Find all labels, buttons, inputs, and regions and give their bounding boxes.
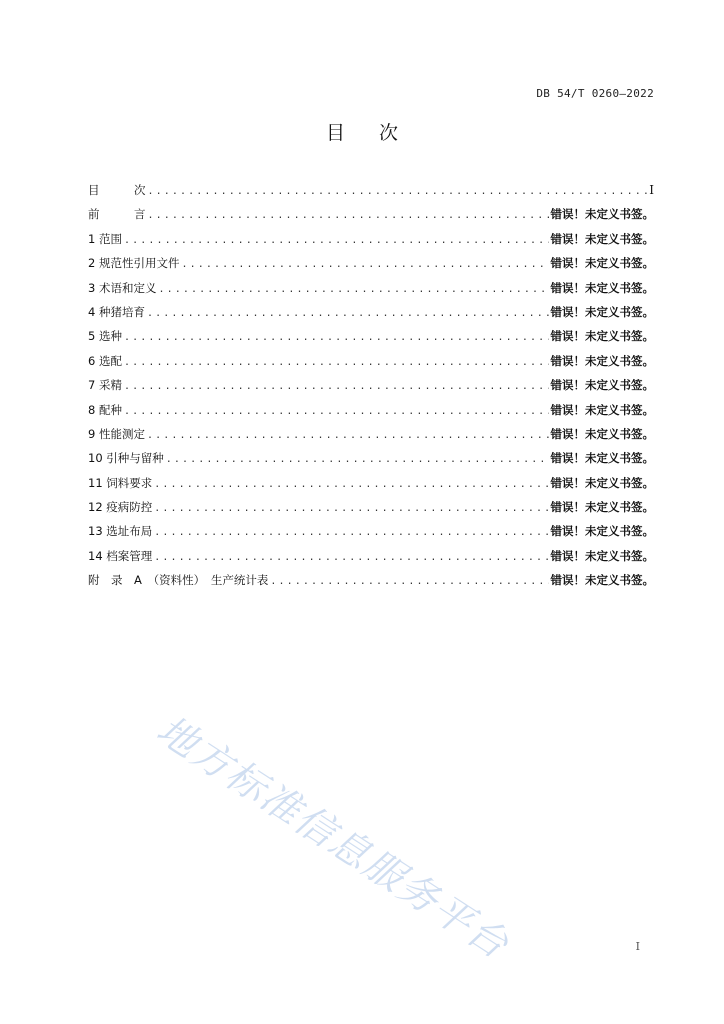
toc-entry-page: 错误！未定义书签。	[550, 329, 654, 344]
toc-leader-dots	[124, 381, 549, 392]
toc-leader-dots	[124, 235, 549, 246]
toc-entry-page: 错误！未定义书签。	[550, 207, 654, 222]
toc-entry-semen-collection[interactable]	[88, 377, 654, 401]
toc-entry-breeding[interactable]	[88, 304, 654, 328]
toc-entry-page: 错误！未定义书签。	[550, 573, 654, 588]
toc-entry-page: 错误！未定义书签。	[550, 231, 654, 246]
toc-leader-dots	[124, 357, 549, 368]
toc-entry-normative-references[interactable]	[88, 255, 654, 279]
page-number: I	[635, 940, 640, 953]
toc-entry-label: 3 术语和定义	[88, 280, 157, 295]
toc-leader-dots	[158, 284, 548, 295]
toc-leader-dots	[181, 259, 548, 270]
toc-entry-page: 错误！未定义书签。	[550, 304, 654, 319]
standard-code: DB 54/T 0260—2022	[536, 87, 654, 100]
toc-entry-page: 错误！未定义书签。	[550, 378, 654, 393]
toc-entry-label: 1 范围	[88, 231, 122, 246]
toc-entry-label: 6 选配	[88, 353, 122, 368]
toc-entry-page: 错误！未定义书签。	[550, 426, 654, 441]
toc-entry-label: 附 录 A （资料性） 生产统计表	[88, 573, 269, 588]
toc-entry-site-layout[interactable]	[88, 523, 654, 547]
toc-entry-label: 8 配种	[88, 402, 122, 417]
toc-entry-label: 14 档案管理	[88, 548, 153, 563]
toc-entry-label: 10 引种与留种	[88, 451, 164, 466]
toc-entry-mating[interactable]	[88, 402, 654, 426]
toc-entry-page: 错误！未定义书签。	[550, 524, 654, 539]
toc-entry-foreword[interactable]	[88, 206, 654, 230]
toc-leader-dots	[124, 406, 549, 417]
toc-entry-label: 11 饲料要求	[88, 475, 153, 490]
toc-entry-page: 错误！未定义书签。	[550, 256, 654, 271]
table-of-contents	[88, 182, 654, 597]
toc-entry-label: 9 性能测定	[88, 426, 145, 441]
toc-leader-dots	[154, 503, 548, 514]
toc-entry-page: 错误！未定义书签。	[550, 451, 654, 466]
toc-entry-label: 目 次	[88, 183, 146, 197]
toc-entry-page: 错误！未定义书签。	[550, 500, 654, 515]
toc-leader-dots	[124, 332, 549, 343]
toc-entry-label: 4 种猪培育	[88, 304, 145, 319]
page-title: 目次	[325, 122, 432, 144]
toc-entry-page: 错误！未定义书签。	[550, 475, 654, 490]
toc-leader-dots	[147, 430, 549, 441]
toc-entry-label: 5 选种	[88, 329, 122, 344]
toc-entry-page: 错误！未定义书签。	[550, 402, 654, 417]
watermark-text: 地方标准信息服务平台	[148, 707, 517, 969]
toc-entry-terms[interactable]	[88, 280, 654, 304]
toc-entry-contents[interactable]	[88, 182, 654, 206]
toc-entry-page: 错误！未定义书签。	[550, 280, 654, 295]
toc-entry-selection[interactable]	[88, 328, 654, 352]
toc-entry-scope[interactable]	[88, 231, 654, 255]
toc-leader-dots	[270, 576, 548, 587]
toc-entry-appendix-a[interactable]	[88, 572, 654, 596]
toc-leader-dots	[154, 479, 548, 490]
toc-leader-dots	[154, 552, 548, 563]
toc-entry-page: 错误！未定义书签。	[550, 353, 654, 368]
toc-entry-page: 错误！未定义书签。	[550, 548, 654, 563]
toc-leader-dots	[147, 308, 549, 319]
toc-entry-page: I	[649, 183, 654, 197]
toc-entry-disease-control[interactable]	[88, 499, 654, 523]
toc-leader-dots	[148, 186, 648, 197]
toc-entry-label: 前 言	[88, 207, 146, 222]
toc-entry-records[interactable]	[88, 548, 654, 572]
toc-entry-performance-testing[interactable]	[88, 426, 654, 450]
toc-leader-dots	[148, 210, 549, 221]
toc-entry-label: 7 采精	[88, 378, 122, 393]
toc-entry-label: 2 规范性引用文件	[88, 256, 180, 271]
toc-leader-dots	[166, 454, 549, 465]
toc-entry-mating-selection[interactable]	[88, 353, 654, 377]
toc-leader-dots	[154, 527, 548, 538]
toc-entry-introduction-retention[interactable]	[88, 450, 654, 474]
toc-entry-label: 13 选址布局	[88, 524, 153, 539]
toc-entry-label: 12 疫病防控	[88, 500, 153, 515]
toc-entry-feed-requirements[interactable]	[88, 475, 654, 499]
